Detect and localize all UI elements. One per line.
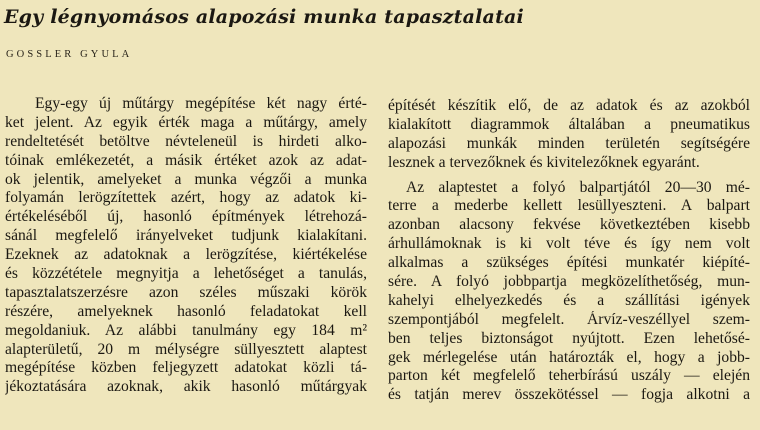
text-line: részére, amelyeknek hasonló feladatokat kell — [5, 302, 367, 320]
text-line: Egy-egy új műtárgy megépítése két nagy érté- — [35, 95, 367, 112]
text-line: és közzététele megnyitja a lehetőséget a tanulás, — [5, 265, 367, 283]
text-line: alkalmas a szükséges építési munkatér kiépíté- — [388, 254, 750, 272]
text-line: kialakított diagrammok általában a pneumatikus — [388, 115, 750, 133]
text-line: ket jelent. Az egyik érték maga a műtárgy, amely — [5, 113, 367, 131]
text-line: Az alaptestet a folyó balpartjától 20—30 mé- — [406, 178, 750, 196]
text-line: ok jelentik, amelyeket a munka végzői a munka — [5, 170, 367, 188]
text-line: megépítése közben feljegyzett adatokat közli tá- — [5, 359, 367, 377]
text-line: azonban alacsony fekvése következtében kisebb — [388, 216, 750, 234]
text-line: gek mérlegelése után határozták el, hogy a jobb- — [388, 348, 750, 366]
text-line: parton két megfelelő teherbírású uszály — elején — [388, 367, 750, 385]
text-line: folyamán lerögzítettek azért, hogy az adatok ki- — [5, 189, 367, 207]
text-line: sánál megfelelő irányelveket tudjunk kialakítani. — [5, 227, 367, 245]
text-line: tóinak emlékezetét, a másik értéket azok az adat- — [5, 151, 367, 169]
article-title: Egy légnyomásos alapozási munka tapasztalatai — [4, 6, 524, 28]
text-line: alapozási munkák minden területén segítségére — [388, 134, 750, 152]
text-line: terre a mederbe kellett lesüllyeszteni. A balpart — [388, 197, 750, 215]
text-line: alapterületű, 20 m mélységre süllyesztett alaptest — [5, 340, 367, 358]
text-line: megoldaniuk. Az alábbi tanulmány egy 184 m² — [5, 321, 367, 339]
text-line: építését készítik elő, de az adatok és az azokból — [388, 97, 750, 114]
left-column — [5, 95, 367, 397]
text-line: Ezeknek az adatoknak a lerögzítése, kiértékelése — [5, 246, 367, 264]
text-line: értékeléséből új, hasonló építmények létrehozá- — [5, 208, 367, 226]
text-line: ben teljes biztonságot nyújtott. Ezen lehetősé- — [388, 329, 750, 347]
text-line: kahelyi elhelyezkedés és a szállítási igények — [388, 291, 750, 309]
text-line: rendeltetését betöltve névteleneül is hirdeti alko- — [5, 132, 367, 150]
right-column — [388, 97, 750, 405]
text-line: és tatján merev összekötéssel — fogja alkotni a — [388, 386, 750, 404]
text-line: árhullámoknak is ki volt téve és így nem volt — [388, 235, 750, 253]
text-line: jékoztatására azoknak, akik hasonló műtárgyak — [5, 378, 367, 396]
text-line: tapasztalatszerzésre azon széles műszaki körök — [5, 283, 367, 301]
text-line: lesznek a tervezőknek és kivitelezőknek egyaránt. — [388, 153, 700, 171]
text-line: sére. A folyó jobbpartja megközelíthetőség, mun- — [388, 273, 750, 291]
article-author: GOSSLER GYULA — [6, 49, 133, 60]
text-line: szempontjából megfelelt. Árvíz-veszéllyel szem- — [388, 310, 750, 328]
